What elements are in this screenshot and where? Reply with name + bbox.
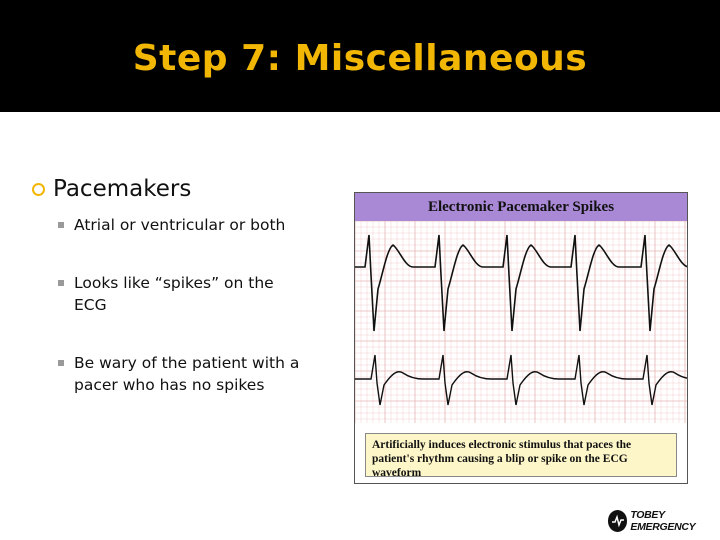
ecg-strip <box>355 221 687 423</box>
logo-mark-icon <box>608 510 627 532</box>
square-bullet-icon <box>58 222 64 228</box>
ecg-trace-top <box>355 235 687 331</box>
bullet-item <box>58 272 298 316</box>
ecg-figure <box>354 192 688 484</box>
title-bar <box>0 0 720 112</box>
ecg-trace-bottom <box>355 355 687 405</box>
ring-bullet-icon <box>32 183 45 196</box>
slide-title: Step 7: Miscellaneous <box>132 38 588 79</box>
bullet-text: Be wary of the patient with a pacer who has no spikes <box>74 354 300 394</box>
square-bullet-icon <box>58 280 64 286</box>
logo-text: TOBEY EMERGENCY <box>630 509 696 533</box>
bullet-text: Looks like “spikes” on the ECG <box>74 274 274 314</box>
figure-caption: Artificially induces electronic stimulus that paces the patient's rhythm causing a blip or spike on the ECG waveform <box>365 433 677 477</box>
square-bullet-icon <box>58 360 64 366</box>
bullet-item <box>58 214 285 236</box>
bullet-text: Atrial or ventricular or both <box>74 216 286 234</box>
figure-title: Electronic Pacemaker Spikes <box>355 193 687 221</box>
section-heading <box>32 176 191 202</box>
heading-text: Pacemakers <box>53 176 192 202</box>
brand-logo <box>608 509 720 533</box>
bullet-item <box>58 352 313 396</box>
ecg-grid <box>355 221 687 423</box>
